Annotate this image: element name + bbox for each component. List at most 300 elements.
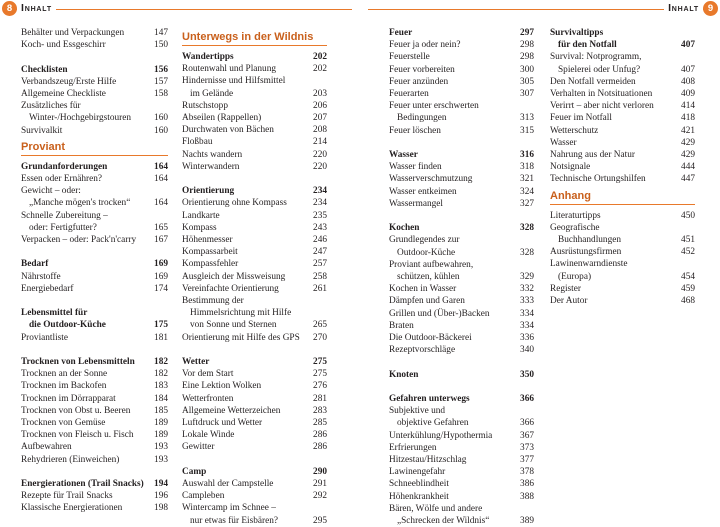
toc-entry-page: 157 [154,76,168,87]
toc-entry-title: Lebensmittel für [21,308,88,319]
toc-entry[interactable] [21,258,168,270]
toc-entry-page: 234 [313,186,327,197]
toc-entry[interactable] [182,136,327,148]
toc-entry-page: 283 [313,405,327,416]
toc-entry[interactable] [550,283,695,295]
toc-entry-title: Energierationen (Trail Snacks) [21,479,144,490]
toc-entry[interactable] [550,295,695,307]
toc-entry[interactable] [550,173,695,185]
toc-entry-page: 328 [520,223,534,234]
toc-entry-title: „Manche mögen's trocken“ [29,198,131,209]
toc-entry-page: 429 [681,150,695,161]
toc-entry[interactable] [21,429,168,441]
toc-entry[interactable] [389,308,534,320]
toc-entry-title: Kochen [389,223,420,234]
toc-entry[interactable] [182,197,327,209]
toc-entry-title: Lokale Winde [182,430,235,441]
toc-entry-page: 407 [681,40,695,51]
toc-entry[interactable] [389,222,534,234]
toc-entry[interactable] [550,27,695,39]
toc-entry-title: Feuerstelle [389,52,430,63]
toc-entry-page: 408 [681,76,695,87]
toc-entry-title: Technische Ortungshilfen [550,174,646,185]
toc-entry[interactable] [182,368,327,380]
section-heading: Anhang [550,189,695,205]
toc-entry-title: Hindernisse und Hilfsmittel [182,76,286,87]
toc-entry-title: Unterkühlung/Hypothermia [389,430,493,441]
toc-entry-title: Trocknen im Dörrapparat [21,393,116,404]
toc-entry[interactable] [389,283,534,295]
toc-entry[interactable] [21,307,168,319]
toc-entry[interactable] [389,320,534,332]
toc-entry[interactable] [21,332,168,344]
toc-entry[interactable] [182,63,327,75]
spacer [21,51,168,63]
spacer [182,173,327,185]
toc-entry-page: 169 [154,271,168,282]
toc-entry-title: Hitzestau/Hitzschlag [389,455,467,466]
toc-entry[interactable] [21,161,168,173]
toc-entry[interactable] [389,51,534,63]
toc-entry-title: Outdoor-Küche [397,247,456,258]
toc-entry[interactable] [182,161,327,173]
section-heading: Proviant [21,140,168,156]
toc-entry-page: 452 [681,247,695,258]
toc-entry-title: Grillen und (Über-)Backen [389,308,490,319]
toc-entry[interactable] [182,283,327,295]
toc-entry-title: die Outdoor-Küche [29,320,106,331]
toc-entry[interactable] [182,393,327,405]
toc-entry[interactable] [182,490,327,502]
toc-entry-page: 377 [520,455,534,466]
toc-entry-page: 332 [520,284,534,295]
toc-entry[interactable] [550,246,695,258]
toc-entry[interactable] [550,76,695,88]
toc-entry-title: Checklisten [21,64,68,75]
toc-entry-title: Kompassarbeit [182,247,238,258]
toc-entry[interactable] [182,124,327,136]
toc-entry-title: Campleben [182,491,225,502]
toc-entry-page: 175 [154,320,168,331]
toc-entry-page: 270 [313,332,327,343]
toc-column-2 [182,27,327,527]
toc-entry[interactable] [389,295,534,307]
toc-entry-title: „Schrecken der Wildnis“ [397,516,490,527]
toc-entry-page: 208 [313,125,327,136]
spacer [389,381,534,393]
toc-entry-title: Eine Lektion Wolken [182,381,262,392]
toc-entry-title: (Europa) [558,271,592,282]
spacer [389,137,534,149]
toc-entry[interactable] [21,100,168,112]
toc-entry[interactable] [389,344,534,356]
toc-entry-title: Energiebedarf [21,283,74,294]
toc-entry-page: 285 [313,418,327,429]
toc-entry-page: 189 [154,418,168,429]
toc-entry-title: Nährstoffe [21,271,61,282]
toc-entry-title: Landkarte [182,210,220,221]
toc-entry-title: Grundlegendes zur [389,235,460,246]
toc-entry[interactable] [550,100,695,112]
toc-entry[interactable] [182,417,327,429]
toc-entry[interactable] [21,368,168,380]
toc-entry-title: Gewicht – oder: [21,186,81,197]
toc-entry[interactable] [182,234,327,246]
toc-entry-title: Schneeblindheit [389,479,449,490]
toc-entry[interactable] [550,149,695,161]
page-title: Inhalt [664,2,703,15]
toc-entry-page: 318 [520,162,534,173]
spacer [389,210,534,222]
toc-entry[interactable] [21,380,168,392]
toc-entry-page: 333 [520,296,534,307]
toc-entry-title: Zusätzliches für [21,101,81,112]
toc-entry-title: Lawinenwarndienste [550,259,628,270]
toc-entry-page: 389 [520,516,534,527]
toc-entry-title: Trocknen von Fleisch u. Fisch [21,430,134,441]
toc-entry-page: 334 [520,320,534,331]
toc-column-1 [21,27,168,515]
toc-entry-title: Orientierung ohne Kompass [182,198,287,209]
toc-entry[interactable] [182,441,327,453]
toc-entry[interactable] [182,319,327,331]
toc-entry-title: Wasser entkeimen [389,186,457,197]
toc-entry-title: Kompass [182,222,217,233]
toc-entry[interactable] [550,125,695,137]
toc-entry[interactable] [550,161,695,173]
toc-entry-page: 367 [520,430,534,441]
toc-entry-title: Höhenmesser [182,235,233,246]
toc-entry-title: Trocknen an der Sonne [21,369,108,380]
toc-entry[interactable] [21,88,168,100]
spacer [21,344,168,356]
toc-entry-page: 181 [154,332,168,343]
toc-entry[interactable] [389,186,534,198]
toc-entry-title: Rutschstopp [182,100,228,111]
toc-entry[interactable] [389,88,534,100]
toc-entry-page: 182 [154,357,168,368]
toc-entry[interactable] [21,173,168,185]
toc-entry[interactable] [21,234,168,246]
toc-entry-title: Grundanforderungen [21,161,108,172]
spacer [21,295,168,307]
toc-entry[interactable] [182,271,327,283]
toc-entry[interactable] [389,491,534,503]
toc-entry-page: 295 [313,515,327,526]
toc-entry[interactable] [21,125,168,137]
toc-entry-page: 167 [154,235,168,246]
toc-entry-title: Rehydrieren (Einweichen) [21,454,120,465]
toc-entry[interactable] [389,393,534,405]
toc-entry-title: Rezepte für Trail Snacks [21,491,113,502]
toc-entry-title: Braten [389,320,414,331]
toc-entry[interactable] [389,430,534,442]
page-title: Inhalt [17,2,56,15]
toc-entry[interactable] [550,137,695,149]
toc-entry-title: Wetterfronten [182,393,234,404]
toc-entry[interactable] [550,39,695,51]
page-number-badge: 8 [2,1,17,16]
toc-entry-title: Lawinengefahr [389,467,446,478]
toc-entry-title: Wandertipps [182,52,234,62]
toc-entry-title: oder: Fertigfutter? [29,222,97,233]
toc-entry-title: Feuer ja oder nein? [389,40,461,51]
toc-entry-title: Survival: Notprogramm, [550,52,642,63]
toc-entry[interactable] [389,39,534,51]
toc-entry-page: 450 [681,210,695,221]
toc-entry-title: objektive Gefahren [397,418,469,429]
toc-entry[interactable] [389,417,534,429]
toc-entry-page: 316 [520,150,534,161]
toc-entry[interactable] [389,369,534,381]
toc-entry-title: Wassermangel [389,198,443,209]
toc-entry[interactable] [21,356,168,368]
toc-entry-title: schützen, kühlen [397,272,460,283]
toc-entry[interactable] [182,100,327,112]
toc-entry[interactable] [21,76,168,88]
toc-entry[interactable] [389,405,534,417]
spacer [182,454,327,466]
toc-entry[interactable] [389,503,534,515]
toc-entry[interactable] [182,332,327,344]
toc-entry[interactable] [389,76,534,88]
toc-entry[interactable] [550,51,695,63]
toc-entry-title: Erfrierungen [389,442,437,453]
toc-entry-page: 340 [520,345,534,356]
toc-entry[interactable] [389,271,534,283]
toc-entry-page: 276 [313,381,327,392]
toc-entry[interactable] [182,75,327,87]
toc-entry-title: Vereinfachte Orientierung [182,283,279,294]
toc-entry-page: 196 [154,491,168,502]
toc-entry-page: 429 [681,137,695,148]
toc-entry-page: 150 [154,40,168,51]
toc-entry-page: 292 [313,491,327,502]
toc-entry-title: Routenwahl und Planung [182,64,276,75]
toc-entry[interactable] [182,380,327,392]
toc-entry[interactable] [21,210,168,222]
toc-entry[interactable] [182,405,327,417]
left-page-header [0,0,352,18]
toc-entry[interactable] [389,332,534,344]
toc-entry-page: 281 [313,393,327,404]
toc-entry[interactable] [21,185,168,197]
toc-entry[interactable] [182,295,327,307]
toc-entry-page: 234 [313,198,327,209]
toc-entry-title: Geografische [550,222,600,233]
toc-entry[interactable] [21,478,168,490]
toc-entry[interactable] [550,222,695,234]
toc-entry-page: 468 [681,296,695,307]
toc-entry-page: 329 [520,272,534,283]
toc-entry-title: Schnelle Zubereitung – [21,210,108,221]
toc-entry-title: Gefahren unterwegs [389,394,470,405]
toc-entry-title: Verbandszeug/Erste Hilfe [21,76,117,87]
toc-entry-title: Feuer vorbereiten [389,64,455,75]
toc-entry[interactable] [389,149,534,161]
toc-entry-title: Himmelsrichtung mit Hilfe [190,308,292,319]
toc-entry[interactable] [182,515,327,527]
toc-entry-title: Durchwaten von Bächen [182,125,274,136]
toc-entry-page: 305 [520,76,534,87]
toc-entry-page: 447 [681,174,695,185]
toc-entry-title: Feuerarten [389,89,429,100]
toc-entry-page: 290 [313,466,327,477]
toc-entry[interactable] [389,100,534,112]
toc-entry[interactable] [21,490,168,502]
toc-entry-page: 206 [313,100,327,111]
toc-entry-page: 298 [520,52,534,63]
toc-entry[interactable] [550,210,695,222]
toc-entry[interactable] [389,466,534,478]
toc-entry-page: 275 [313,357,327,368]
toc-entry[interactable] [182,210,327,222]
toc-entry-page: 388 [520,491,534,502]
toc-entry-page: 409 [681,89,695,100]
toc-entry[interactable] [389,125,534,137]
toc-entry-page: 297 [520,28,534,38]
toc-entry[interactable] [389,27,534,39]
toc-entry-page: 327 [520,198,534,209]
toc-entry-page: 291 [313,479,327,490]
toc-entry-page: 165 [154,222,168,233]
toc-entry[interactable] [21,197,168,209]
toc-entry[interactable] [389,234,534,246]
toc-entry-page: 261 [313,283,327,294]
toc-entry-page: 286 [313,442,327,453]
toc-entry[interactable] [182,222,327,234]
toc-entry-page: 286 [313,430,327,441]
toc-entry[interactable] [21,454,168,466]
toc-entry[interactable] [21,112,168,124]
toc-entry-page: 247 [313,247,327,258]
toc-entry-page: 198 [154,503,168,514]
toc-entry-page: 275 [313,369,327,380]
toc-entry-title: Winterwandern [182,161,240,172]
toc-entry[interactable] [182,466,327,478]
toc-entry[interactable] [389,478,534,490]
toc-entry[interactable] [550,88,695,100]
toc-entry[interactable] [550,258,695,270]
toc-entry-title: nur etwas für Eisbären? [190,515,279,526]
toc-entry[interactable] [21,405,168,417]
toc-entry[interactable] [389,64,534,76]
toc-entry-title: für den Notfall [558,40,617,51]
toc-entry-title: Feuer unter erschwerten [389,101,479,112]
toc-entry[interactable] [389,198,534,210]
toc-entry[interactable] [182,149,327,161]
toc-entry-title: Wasser finden [389,162,442,173]
toc-entry-title: Höhenkrankheit [389,491,449,502]
toc-entry-title: Koch- und Essgeschirr [21,40,106,51]
toc-entry-page: 214 [313,137,327,148]
toc-entry[interactable] [21,283,168,295]
toc-entry[interactable] [182,429,327,441]
toc-entry-page: 265 [313,320,327,331]
toc-entry-page: 243 [313,222,327,233]
toc-entry[interactable] [21,39,168,51]
toc-entry-title: Spielerei oder Unfug? [558,64,641,75]
spacer [389,356,534,368]
toc-entry-page: 156 [154,64,168,75]
toc-entry[interactable] [389,161,534,173]
toc-entry[interactable] [182,356,327,368]
toc-entry[interactable] [550,234,695,246]
toc-entry[interactable] [21,417,168,429]
toc-entry-page: 147 [154,28,168,38]
toc-entry[interactable] [182,478,327,490]
toc-entry[interactable] [389,454,534,466]
toc-entry[interactable] [389,259,534,271]
toc-entry[interactable] [21,441,168,453]
toc-entry-title: Proviant aufbewahren, [389,259,474,270]
toc-entry[interactable] [182,185,327,197]
toc-entry-title: Die Outdoor-Bäckerei [389,333,472,344]
toc-entry-page: 164 [154,174,168,185]
toc-entry-page: 193 [154,442,168,453]
toc-entry[interactable] [182,307,327,319]
toc-entry-page: 194 [154,479,168,490]
toc-entry-title: Bedarf [21,259,49,270]
toc-entry-title: Feuer anzünden [389,76,449,87]
toc-entry-page: 182 [154,369,168,380]
toc-entry[interactable] [182,112,327,124]
toc-entry[interactable] [389,112,534,124]
toc-entry-title: Vor dem Start [182,369,234,380]
toc-entry[interactable] [21,271,168,283]
toc-entry[interactable] [550,64,695,76]
toc-entry[interactable] [21,502,168,514]
toc-entry[interactable] [21,64,168,76]
toc-entry-title: Survivaltipps [550,28,604,38]
toc-entry[interactable] [21,27,168,39]
toc-entry[interactable] [182,258,327,270]
toc-entry[interactable] [389,515,534,527]
header-rule [368,9,704,10]
toc-entry-title: von Sonne und Sternen [190,320,277,331]
toc-entry-title: Verirrt – aber nicht verloren [550,101,654,112]
toc-entry[interactable] [21,319,168,331]
toc-entry-title: Wetterschutz [550,125,599,136]
toc-entry-page: 185 [154,405,168,416]
toc-entry[interactable] [182,502,327,514]
toc-entry[interactable] [21,393,168,405]
toc-entry[interactable] [389,173,534,185]
toc-entry-page: 164 [154,198,168,209]
toc-entry-title: Wasser [389,150,418,161]
toc-entry-title: Register [550,283,581,294]
toc-entry-page: 202 [313,64,327,75]
toc-entry-page: 202 [313,52,327,62]
toc-entry-page: 313 [520,113,534,124]
toc-entry[interactable] [389,247,534,259]
toc-entry[interactable] [389,442,534,454]
toc-entry-title: Floßbau [182,137,213,148]
toc-entry[interactable] [182,88,327,100]
toc-entry[interactable] [550,271,695,283]
toc-entry-title: Feuer [389,28,413,38]
toc-entry[interactable] [550,112,695,124]
toc-entry[interactable] [182,51,327,63]
toc-entry-page: 220 [313,149,327,160]
toc-entry-page: 414 [681,101,695,112]
toc-entry-page: 324 [520,186,534,197]
toc-entry-title: Winter-/Hochgebirgstouren [29,113,132,124]
toc-entry-title: Nachts wandern [182,149,243,160]
toc-entry[interactable] [182,246,327,258]
toc-entry-title: Allgemeine Checkliste [21,89,106,99]
toc-entry[interactable] [21,222,168,234]
